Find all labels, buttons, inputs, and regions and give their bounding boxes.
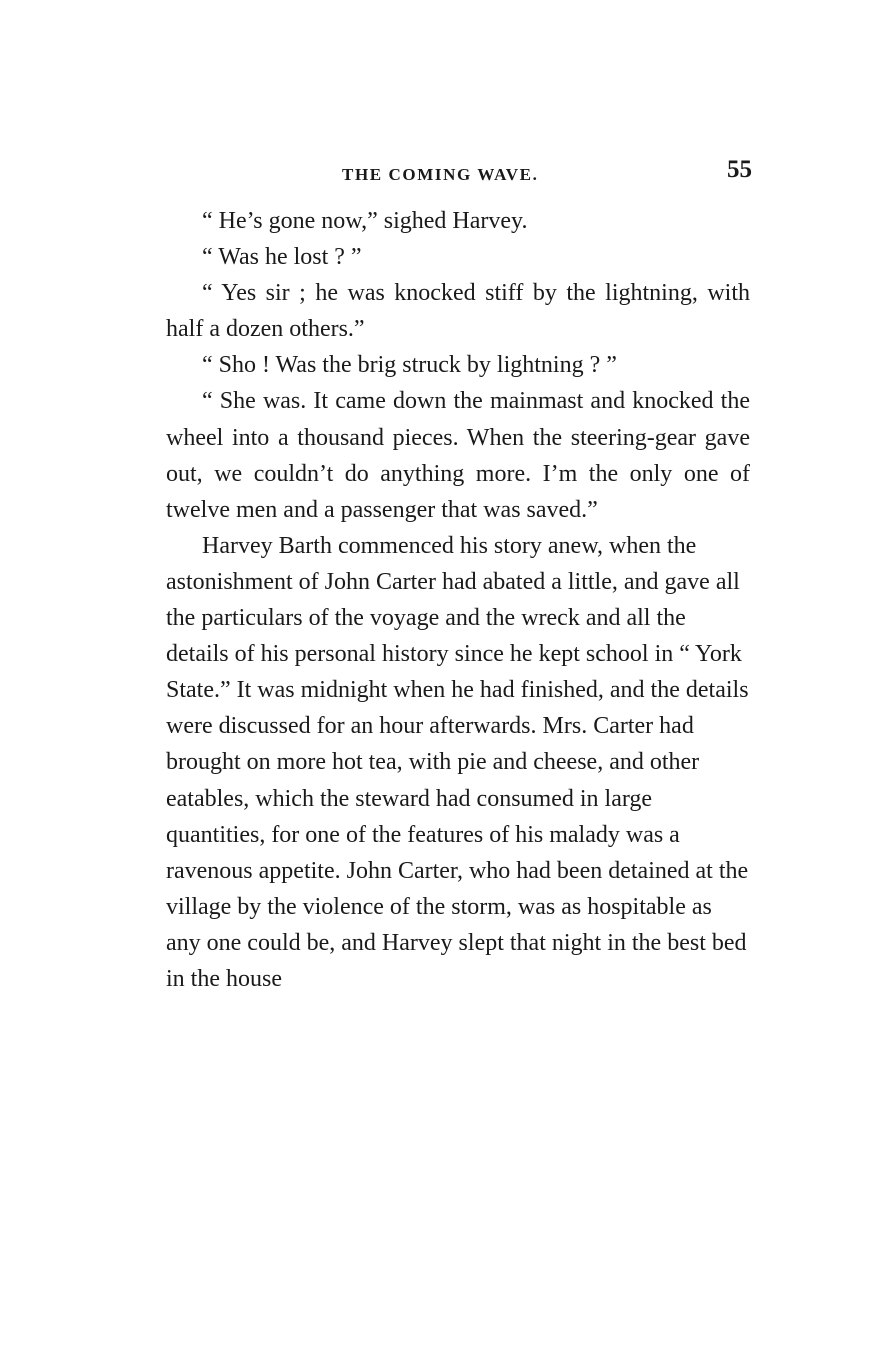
paragraph-6: Harvey Barth commenced his story anew, when the astonishment of John Carter had abated a little, and gave all the particulars of the voyage and the wreck and all the details of his personal history since he kept school in “ York State.” It was midnight when he had finished, and the details were discussed for an hour afterwards. Mrs. Carter had brought on more hot tea, with pie and cheese, and other eatables, which the steward had consumed in large quantities, for one of the features of his malady was a ravenous appetite. John Carter, who had been detained at the village by the violence of the storm, was as hospitable as any one could be, and Harvey slept that night in the best bed in the house — [166, 532, 749, 992]
paragraph-5: “ She was. It came down the mainmast and knocked the wheel into a thousand pieces. When the steering-gear gave out, we couldn’t do anything more. I’m the only one of twelve men and a passenger that was saved.” — [166, 388, 750, 523]
paragraph-4: “ Sho ! Was the brig struck by lightning ? ” — [202, 352, 617, 379]
page-number: 55 — [727, 156, 752, 183]
page-header — [166, 156, 754, 192]
body-text — [166, 203, 750, 997]
running-head: THE COMING WAVE. — [342, 165, 539, 184]
paragraph-3: “ Yes sir ; he was knocked stiff by the lightning, with half a dozen others.” — [166, 280, 750, 343]
paragraph-2: “ Was he lost ? ” — [202, 244, 362, 271]
paragraph-1: “ He’s gone now,” sighed Harvey. — [202, 208, 528, 234]
